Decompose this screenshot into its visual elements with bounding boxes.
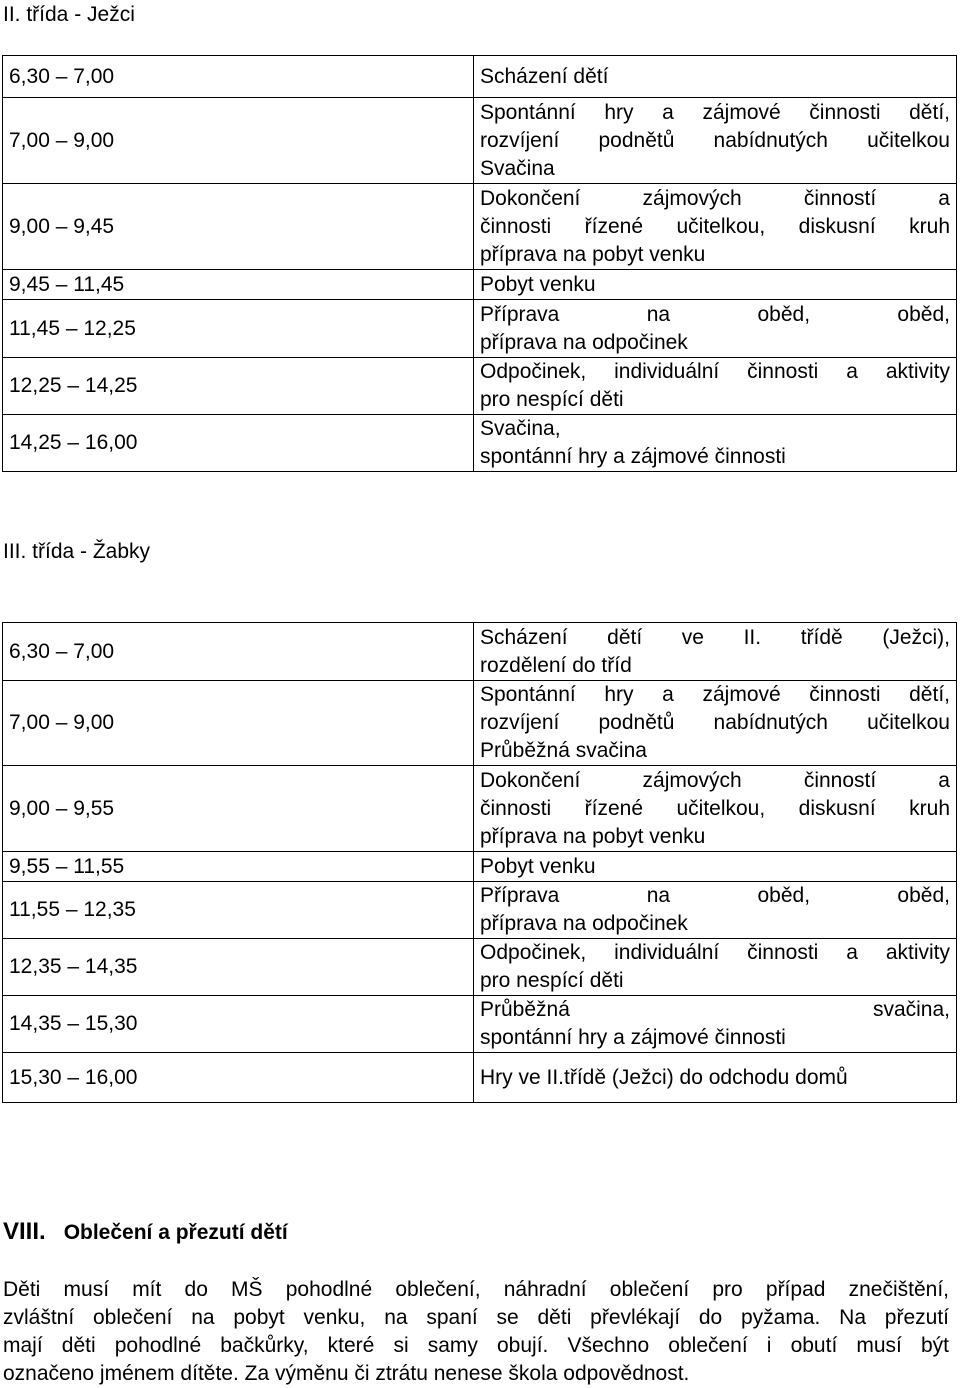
activity-cell xyxy=(474,56,957,98)
activity-cell xyxy=(474,852,957,882)
activity-line: činnosti řízené učitelkou, diskusní kruh xyxy=(480,796,950,820)
time-range-cell: 9,00 – 9,45 xyxy=(3,184,474,270)
schedule-row xyxy=(3,996,957,1053)
time-range-cell: 9,45 – 11,45 xyxy=(3,270,474,300)
class-iii-schedule-table xyxy=(2,622,957,1103)
activity-line: rozvíjení podnětů nabídnutých učitelkou xyxy=(480,128,950,152)
time-range-cell: 6,30 – 7,00 xyxy=(3,56,474,98)
class-ii-heading: II. třída - Ježci xyxy=(3,3,135,26)
activity-line: Pobyt venku xyxy=(480,854,596,878)
time-range-cell: 7,00 – 9,00 xyxy=(3,98,474,184)
time-range-cell: 14,25 – 16,00 xyxy=(3,415,474,472)
activity-line: Odpočinek, individuální činnosti a aktivity xyxy=(480,360,950,383)
paragraph-line: Děti musí mít do MŠ pohodlné oblečení, náhradní oblečení pro případ znečištění, xyxy=(3,1278,949,1301)
activity-cell xyxy=(474,1053,957,1103)
section-viii-heading xyxy=(3,1218,288,1247)
time-range-cell: 9,55 – 11,55 xyxy=(3,852,474,882)
paragraph-line: označeno jménem dítěte. Za výměnu či ztrátu nenese škola odpovědnost. xyxy=(3,1362,690,1385)
activity-line: příprava na odpočinek xyxy=(480,912,688,935)
activity-cell xyxy=(474,882,957,939)
activity-line: Svačina xyxy=(480,156,555,180)
activity-line: Průběžná svačina, xyxy=(480,998,950,1021)
activity-cell xyxy=(474,358,957,415)
activity-line: Průběžná svačina xyxy=(480,739,647,762)
activity-cell xyxy=(474,623,957,681)
activity-cell xyxy=(474,996,957,1053)
activity-cell xyxy=(474,184,957,270)
activity-cell xyxy=(474,766,957,852)
activity-line: příprava na odpočinek xyxy=(480,330,688,354)
time-range-cell: 14,35 – 15,30 xyxy=(3,996,474,1053)
activity-line: rozdělení do tříd xyxy=(480,653,632,677)
schedule-row xyxy=(3,1053,957,1103)
class-ii-schedule-table xyxy=(2,55,957,472)
schedule-row xyxy=(3,882,957,939)
activity-line: Spontánní hry a zájmové činnosti dětí, xyxy=(480,683,950,706)
schedule-row xyxy=(3,623,957,681)
schedule-row xyxy=(3,766,957,852)
time-range-cell: 6,30 – 7,00 xyxy=(3,623,474,681)
time-range-cell: 7,00 – 9,00 xyxy=(3,681,474,766)
activity-line: spontánní hry a zájmové činnosti xyxy=(480,1026,786,1049)
schedule-row xyxy=(3,270,957,300)
activity-line: pro nespící děti xyxy=(480,388,624,411)
schedule-row xyxy=(3,98,957,184)
activity-cell xyxy=(474,270,957,300)
activity-line: Příprava na oběd, oběd, xyxy=(480,884,950,907)
activity-cell xyxy=(474,98,957,184)
activity-line: příprava na pobyt venku xyxy=(480,242,706,266)
time-range-cell: 11,55 – 12,35 xyxy=(3,882,474,939)
time-range-cell: 12,25 – 14,25 xyxy=(3,358,474,415)
activity-line: Dokončení zájmových činností a xyxy=(480,186,950,210)
class-iii-heading: III. třída - Žabky xyxy=(3,540,151,563)
activity-line: Dokončení zájmových činností a xyxy=(480,768,950,792)
activity-line: Scházení dětí xyxy=(480,64,609,88)
time-range-cell: 9,00 – 9,55 xyxy=(3,766,474,852)
time-range-cell: 12,35 – 14,35 xyxy=(3,939,474,996)
time-range-cell: 15,30 – 16,00 xyxy=(3,1053,474,1103)
schedule-row xyxy=(3,300,957,358)
schedule-row xyxy=(3,852,957,882)
activity-cell xyxy=(474,415,957,472)
schedule-row xyxy=(3,415,957,472)
paragraph-line: mají děti pohodlné bačkůrky, které si samy obují. Všechno oblečení i obutí musí být xyxy=(3,1334,949,1357)
activity-line: Spontánní hry a zájmové činnosti dětí, xyxy=(480,100,950,124)
schedule-row xyxy=(3,681,957,766)
activity-cell xyxy=(474,939,957,996)
paragraph-line: zvláštní oblečení na pobyt venku, na spaní se děti převlékají do pyžama. Na přezutí xyxy=(3,1306,949,1329)
activity-line: Svačina, xyxy=(480,417,561,440)
activity-line: Scházení dětí ve II. třídě (Ježci), xyxy=(480,625,950,649)
schedule-row xyxy=(3,184,957,270)
time-range-cell: 11,45 – 12,25 xyxy=(3,300,474,358)
activity-line: pro nespící děti xyxy=(480,969,624,992)
section-number: VIII. xyxy=(3,1218,46,1245)
schedule-row xyxy=(3,56,957,98)
schedule-row xyxy=(3,358,957,415)
activity-cell xyxy=(474,300,957,358)
activity-cell xyxy=(474,681,957,766)
clothing-paragraph xyxy=(3,1276,949,1388)
activity-line: příprava na pobyt venku xyxy=(480,824,706,848)
activity-line: spontánní hry a zájmové činnosti xyxy=(480,445,786,468)
section-title: Oblečení a přezutí dětí xyxy=(63,1221,288,1244)
activity-line: rozvíjení podnětů nabídnutých učitelkou xyxy=(480,711,950,734)
schedule-row xyxy=(3,939,957,996)
activity-line: Pobyt venku xyxy=(480,272,596,296)
activity-line: činnosti řízené učitelkou, diskusní kruh xyxy=(480,214,950,238)
activity-line: Hry ve II.třídě (Ježci) do odchodu domů xyxy=(480,1065,848,1089)
activity-line: Příprava na oběd, oběd, xyxy=(480,302,950,326)
activity-line: Odpočinek, individuální činnosti a aktivity xyxy=(480,941,950,964)
